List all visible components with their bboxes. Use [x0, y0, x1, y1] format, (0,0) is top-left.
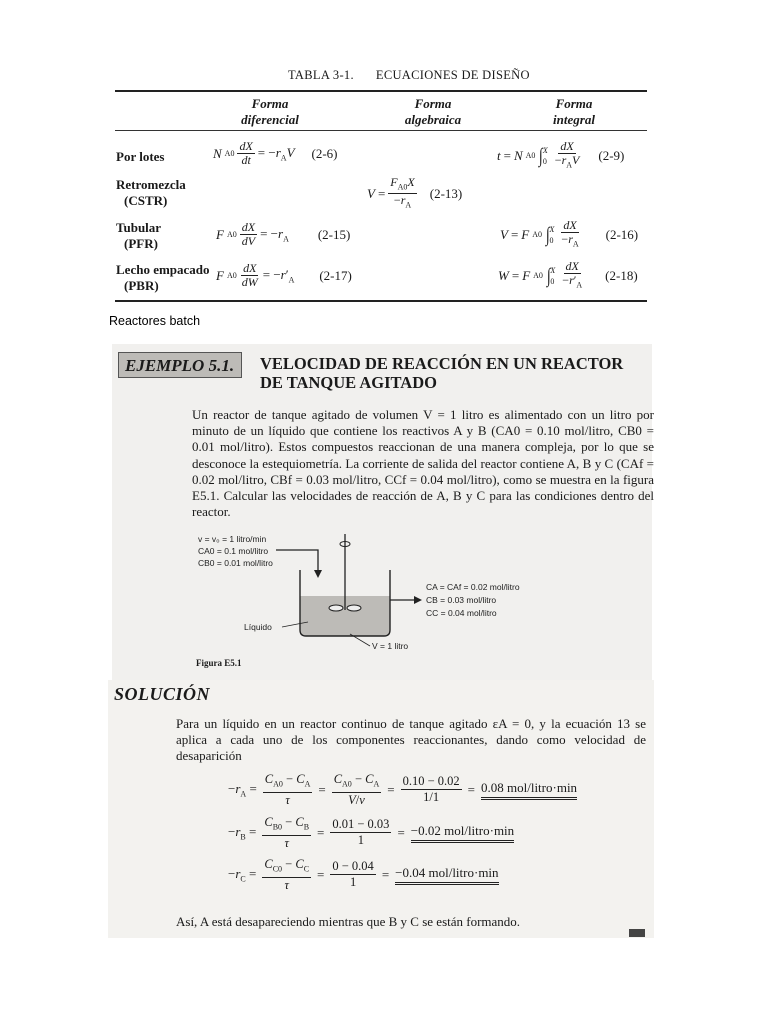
eq-batch-differential: N A0 $\frac{dX}{dt}$ = $-r_AV$ (2-6): [213, 139, 338, 167]
page-marker: [629, 929, 645, 937]
figure-caption: Figura E5.1: [196, 658, 242, 668]
row-label-pfr: Tubular (PFR): [116, 220, 162, 251]
eq-pfr-integral: V = F A0 ∫ X 0 $\frac{dX}{-r_A}$ (2-16): [500, 218, 639, 249]
table-top-rule: [115, 90, 647, 92]
row-label-cstr: Retromezcla (CSTR): [116, 177, 186, 208]
example-tag: EJEMPLO 5.1.: [118, 352, 242, 378]
fig-outlet-cb: CB = 0.03 mol/litro: [426, 595, 497, 605]
solution-intro: Para un líquido en un reactor continuo de tanque agitado εA = 0, y la ecuación 13 se aplica a cada uno de los componentes reaccionantes, dando como velocidad de desaparición: [176, 716, 646, 763]
eq-rc-result: −0.04 mol/litro·min: [395, 865, 498, 885]
impeller-right-icon: [347, 605, 361, 611]
header-algebraic: Forma algebraica: [404, 96, 462, 127]
table-title-label: TABLA 3-1.: [288, 68, 354, 82]
eq-batch-integral: t = N A0 ∫ X 0 $\frac{dX}{-r_AV}$ (2-9): [497, 139, 625, 170]
eq-rc-denominator: 1: [349, 875, 357, 890]
example-paragraph: Un reactor de tanque agitado de volumen V = 1 litro es alimentado con un litro por minuto de un líquido que contiene los reactivos A y B (CA0 = 0.10 mol/litro, CB0 = 0.01 mol/litro). Estos compuestos reaccionan de una manera compleja, por lo que se desconoce la estequiometría. La corriente de salida del reactor contiene A, B y C (CAf = 0.02 mol/litro, CBf = 0.03 mol/litro, CCf = 0.04 mol/litro), como se muestra en la figura E5.1. Calcular las velocidades de reacción de A, B y C para las condiciones dentro del reactor.: [192, 407, 654, 520]
outlet-arrow: [414, 596, 422, 604]
row-label-pbr: Lecho empacado (PBR): [116, 262, 210, 293]
equation-rb: $-r_B$ = $\frac{C_{B0} - C_B}{\tau}$ = $\frac{0.01 - 0.03}{1}$ = −0.02 mol/litro·min: [228, 815, 515, 850]
solution-tag: SOLUCIÓN: [114, 684, 211, 704]
eq-ra-denominator: 1/1: [423, 790, 440, 805]
eq-rb-denominator: 1: [357, 833, 365, 848]
eqno-2-17: (2-17): [319, 267, 352, 283]
table-bottom-rule: [115, 300, 647, 302]
fig-outlet-ca: CA = CAf = 0.02 mol/litro: [426, 582, 520, 592]
eqno-2-6: (2-6): [311, 145, 338, 161]
fig-outlet-cc: CC = 0.04 mol/litro: [426, 608, 497, 618]
eq-rc-numerator: 0 − 0.04: [332, 859, 374, 874]
fig-inlet-cb0: CB0 = 0.01 mol/litro: [198, 558, 273, 568]
eq-pbr-integral: W = F A0 ∫ X 0 $\frac{dX}{-r'_A}$ (2-18): [498, 259, 638, 290]
eq-pfr-differential: F A0 $\frac{dX}{dV}$ = $-r_A$ (2-15): [216, 220, 351, 248]
impeller-left-icon: [329, 605, 343, 611]
header-differential: Forma diferencial: [241, 96, 299, 127]
eqno-2-18: (2-18): [605, 267, 638, 283]
eqno-2-16: (2-16): [605, 226, 639, 242]
fig-volume-label: V = 1 litro: [372, 641, 409, 651]
eq-cstr-algebraic: V = $\frac{F_{A0}X}{-r_A}$ (2-13): [367, 175, 463, 210]
figure-e5-1: [190, 530, 610, 660]
eq-pbr-differential: F A0 $\frac{dX}{dW}$ = $-r'_A$ (2-17): [216, 261, 352, 289]
eq-ra-result: 0.08 mol/litro·min: [481, 780, 577, 800]
header-integral: Forma integral: [553, 96, 595, 127]
inlet-pipe: [276, 550, 318, 572]
eq-ra-numerator: 0.10 − 0.02: [402, 774, 460, 789]
fig-inlet-ca0: CA0 = 0.1 mol/litro: [198, 546, 269, 556]
eq-rb-result: −0.02 mol/litro·min: [411, 823, 514, 843]
equation-rc: $-r_C$ = $\frac{C_{C0} - C_C}{\tau}$ = $\frac{0 - 0.04}{1}$ = −0.04 mol/litro·min: [228, 857, 499, 892]
eqno-2-15: (2-15): [317, 226, 351, 242]
inlet-arrow: [314, 570, 322, 578]
table-title-text: ECUACIONES DE DISEÑO: [375, 68, 530, 82]
fig-inlet-flow: v = v₀ = 1 litro/min: [198, 534, 267, 544]
equation-ra: $-r_A$ = $\frac{C_{A0} - C_A}{\tau}$ = $\frac{C_{A0} - C_A}{V/v}$ = $\frac{0.10 - 0.02}{1/1}$ = 0.08 mol/litro·min: [228, 772, 578, 807]
eq-rb-numerator: 0.01 − 0.03: [332, 817, 390, 832]
table-header-rule: [115, 130, 647, 131]
example-title: VELOCIDAD DE REACCIÓN EN UN REACTOR DE TANQUE AGITADO: [260, 354, 624, 392]
row-label-batch: Por lotes: [116, 149, 165, 164]
table-title: [288, 68, 530, 83]
eqno-2-9: (2-9): [598, 147, 625, 163]
section-caption: Reactores batch: [109, 314, 201, 328]
eqno-2-13: (2-13): [429, 185, 463, 201]
fig-liquid-label: Líquido: [244, 622, 272, 632]
solution-conclusion: Así, A está desapareciendo mientras que B y C se están formando.: [176, 914, 521, 929]
